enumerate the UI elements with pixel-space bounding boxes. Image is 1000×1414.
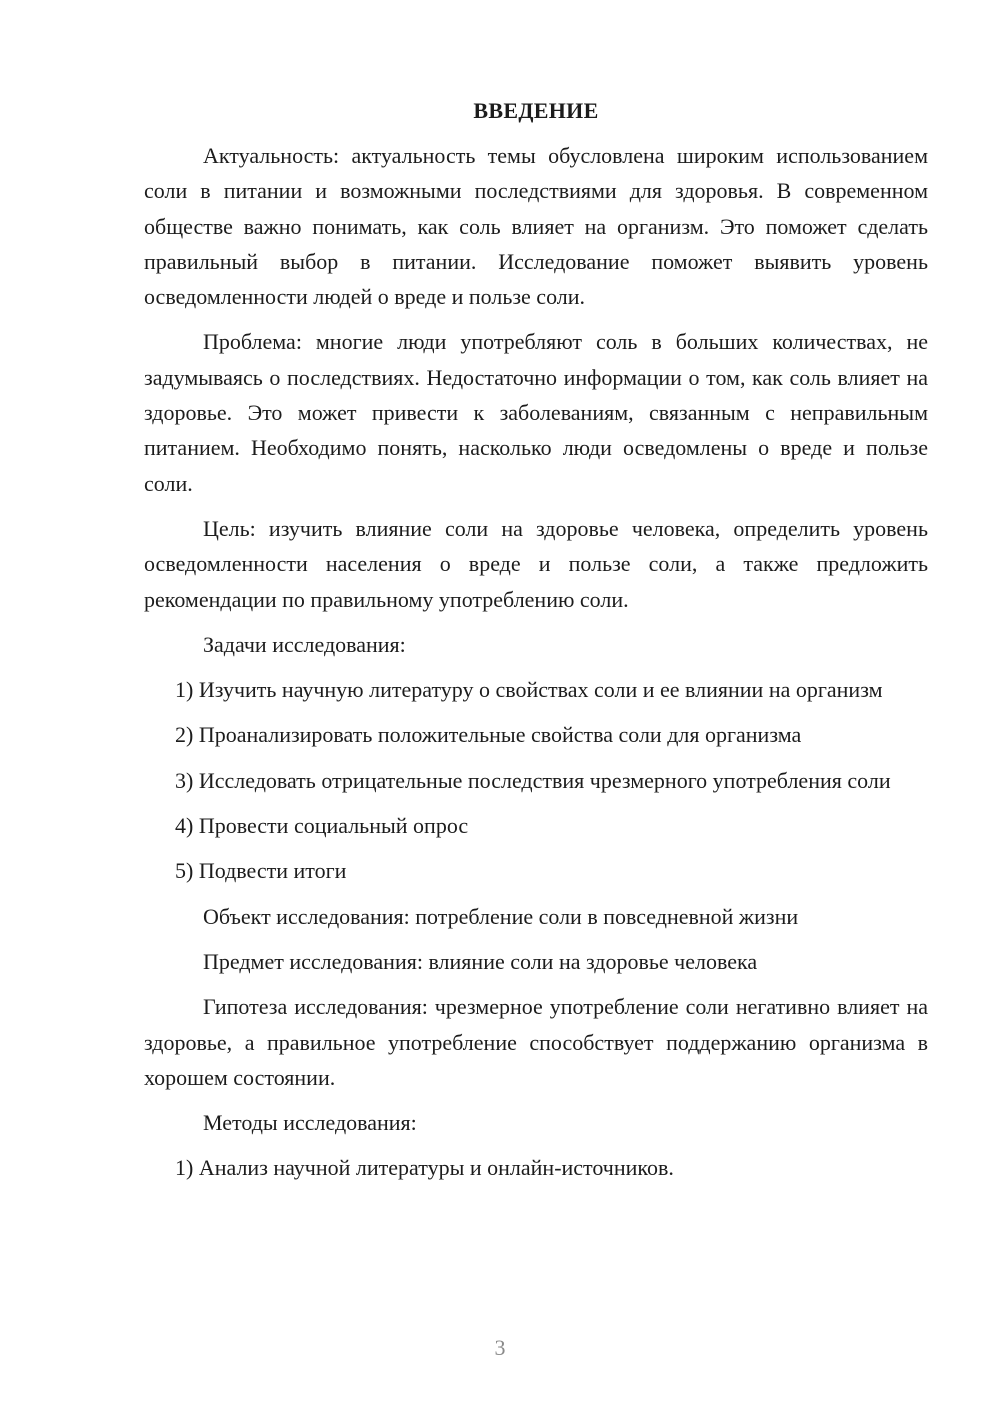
goal-paragraph: Цель: изучить влияние соли на здоровье человека, определить уровень осведомленности населения о вреде и пользе соли, а также предложить рекомендации по правильному употреблению соли. [144, 515, 928, 612]
task-item-3: 3) Исследовать отрицательные последствия чрезмерного употребления соли [175, 767, 891, 793]
problem-paragraph: Проблема: многие люди употребляют соль в больших количествах, не задумываясь о последствиях. Недостаточно информации о том, как соль влияет на здоровье. Это может привести к заболеваниям, связанным с неправильным питанием. Необходимо понять, насколько люди осведомлены о вреде и пользе соли. [144, 329, 928, 496]
task-item-4: 4) Провести социальный опрос [175, 813, 469, 839]
task-item-5: 5) Подвести итоги [175, 858, 347, 884]
hypothesis-paragraph: Гипотеза исследования: чрезмерное употребление соли негативно влияет на здоровье, а правильное употребление способствует поддержанию организма в хорошем состоянии. [144, 994, 928, 1090]
tasks-heading: Задачи исследования: [203, 631, 406, 657]
task-item-1: 1) Изучить научную литературу о свойствах соли и ее влиянии на организм [175, 677, 883, 703]
task-item-2: 2) Проанализировать положительные свойства соли для организма [175, 722, 802, 748]
methods-heading: Методы исследования: [203, 1110, 417, 1136]
section-title: ВВЕДЕНИЕ [473, 98, 599, 123]
page-content [144, 96, 928, 1196]
method-item-1: 1) Анализ научной литературы и онлайн-источников. [175, 1155, 674, 1181]
subject-paragraph: Предмет исследования: влияние соли на здоровье человека [203, 948, 758, 974]
object-paragraph: Объект исследования: потребление соли в повседневной жизни [203, 903, 799, 929]
relevance-paragraph: Актуальность: актуальность темы обусловлена широким использованием соли в питании и возможными последствиями для здоровья. В современном обществе важно понимать, как соль влияет на организм. Это поможет сделать правильный выбор в питании. Исследование поможет выявить уровень осведомленности людей о вреде и пользе соли. [144, 143, 928, 310]
page-number: 3 [494, 1335, 506, 1360]
